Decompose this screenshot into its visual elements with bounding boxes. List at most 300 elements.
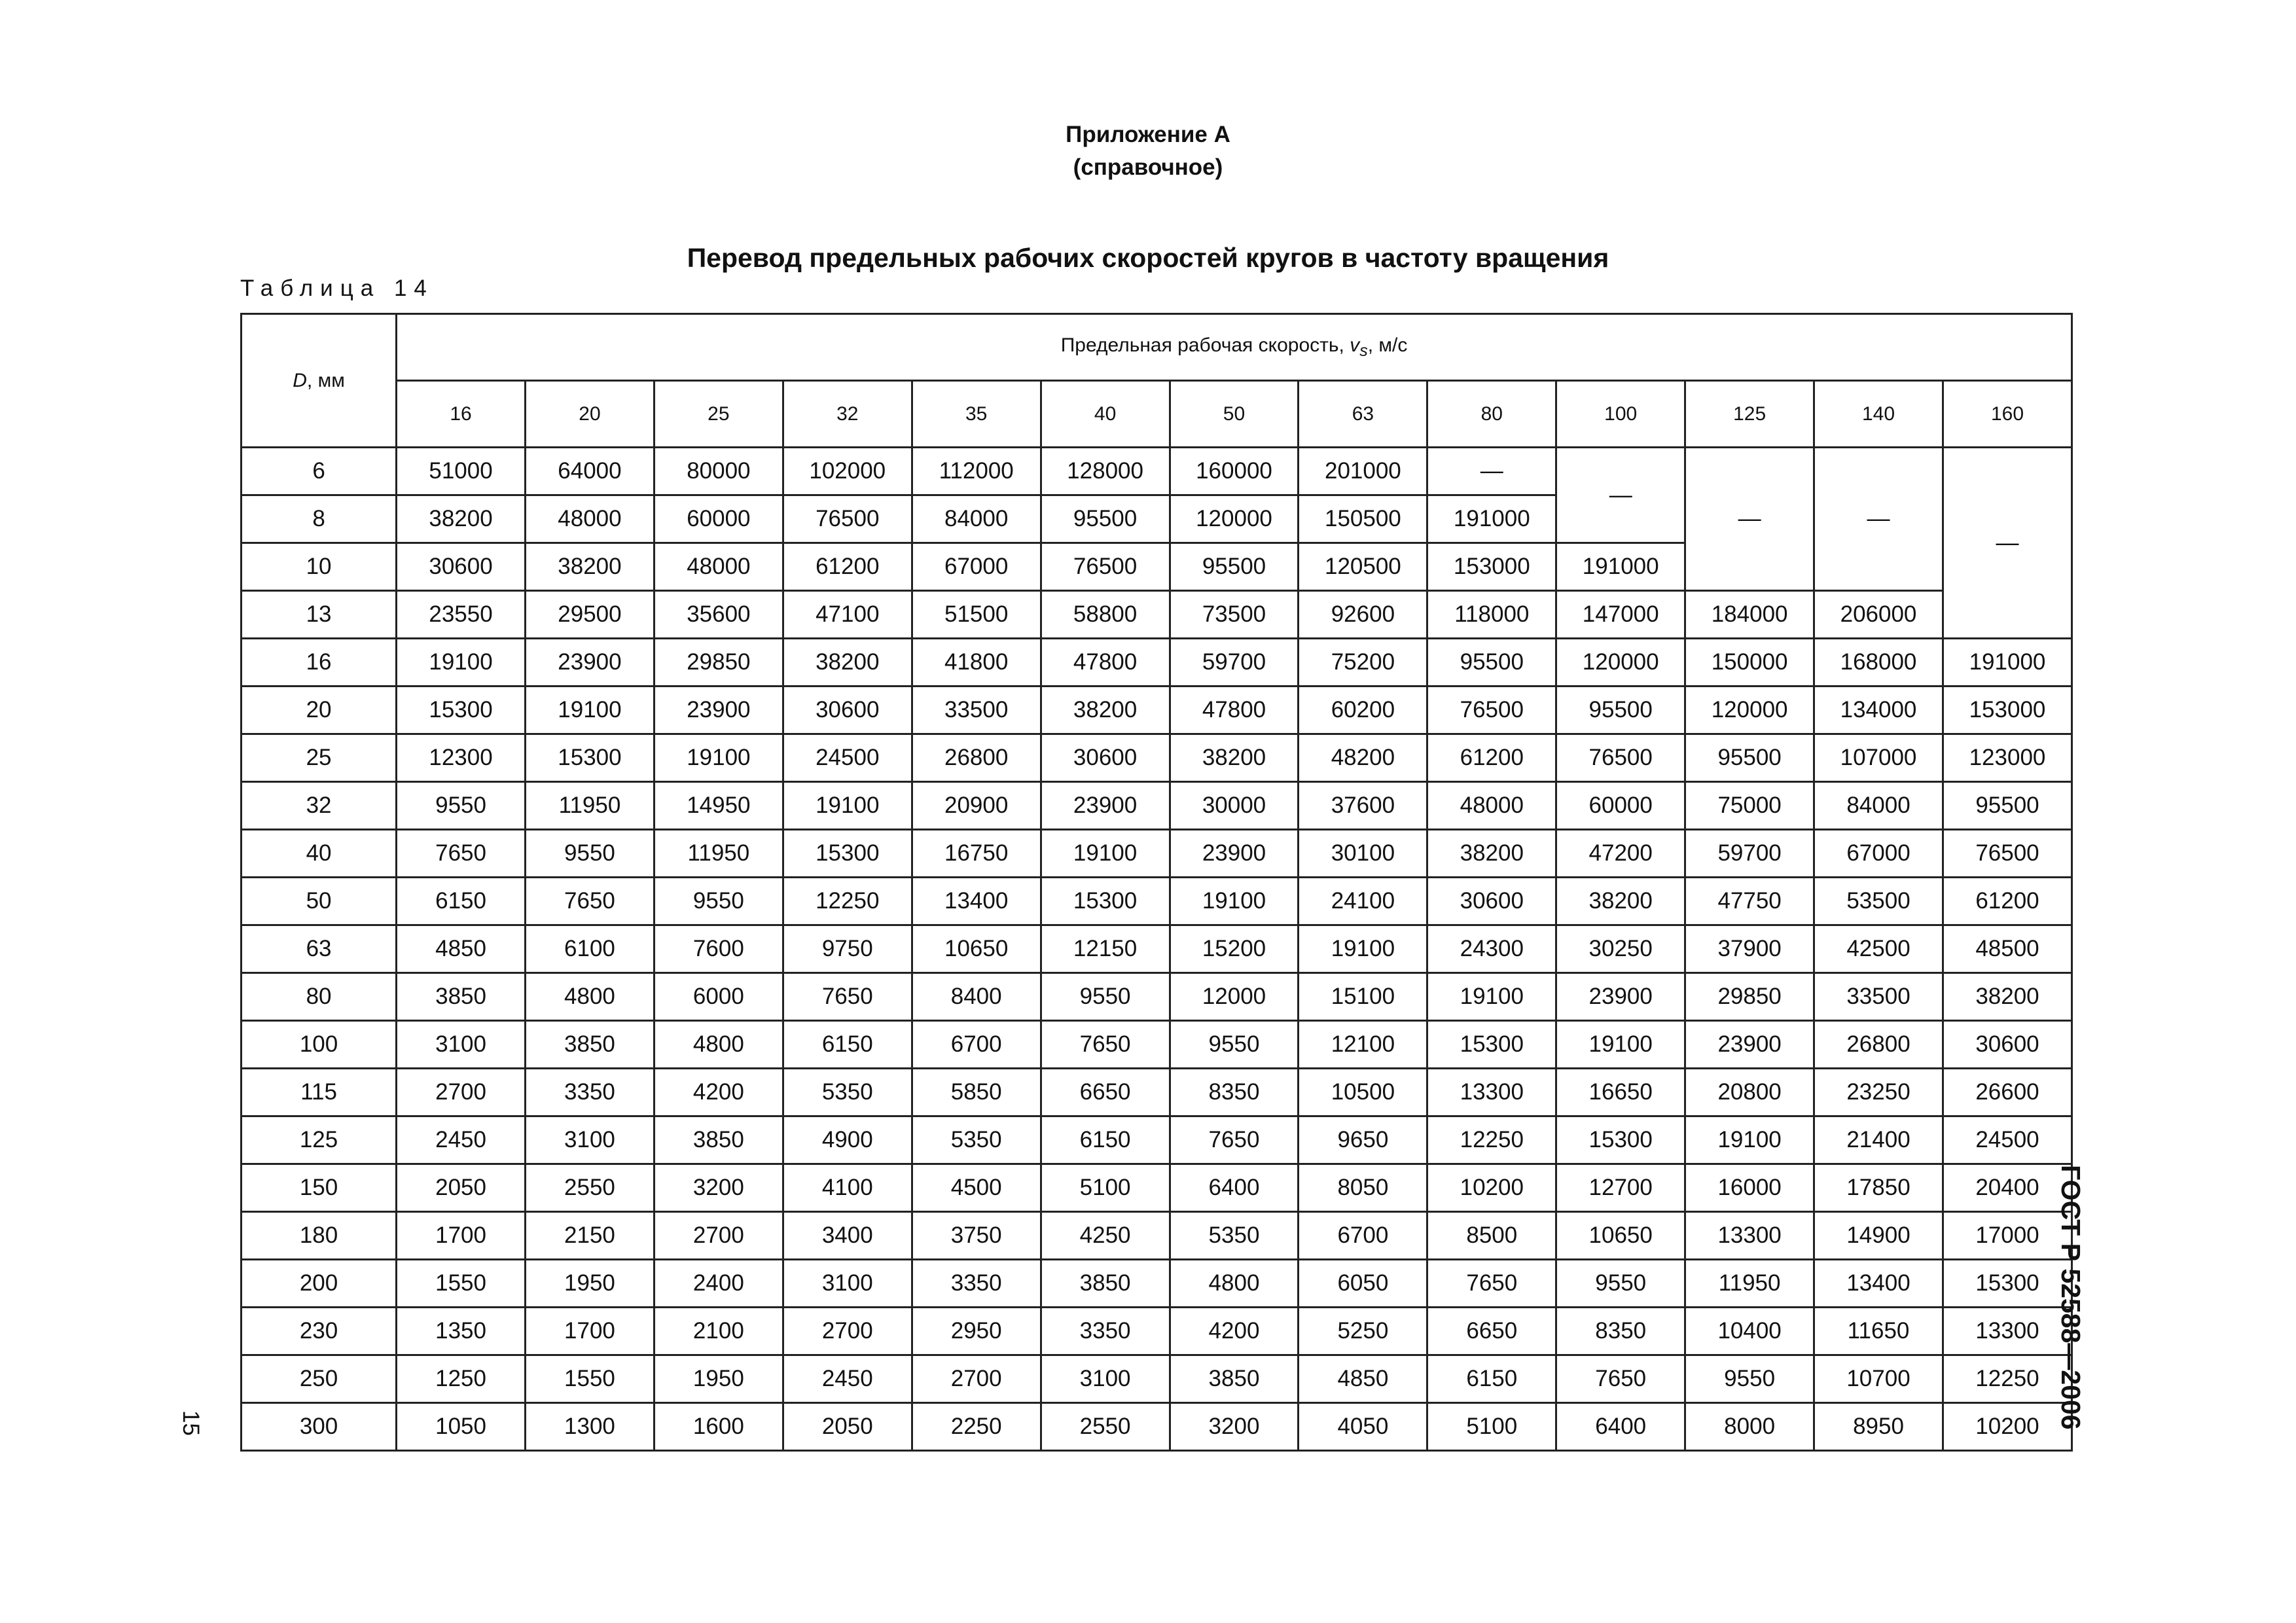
rpm-cell: 120000 xyxy=(1170,495,1299,543)
rpm-cell: 19100 xyxy=(397,639,526,687)
speed-header-cell: 20 xyxy=(526,381,655,448)
column-group-header: Предельная рабочая скорость, $v_s$, м/с xyxy=(397,314,2072,381)
rpm-cell: 1550 xyxy=(397,1260,526,1308)
rpm-cell: 7650 xyxy=(1556,1355,1685,1403)
rpm-cell: 206000 xyxy=(1814,591,1943,639)
rpm-cell: 60000 xyxy=(1556,782,1685,830)
rpm-cell: 6700 xyxy=(1299,1212,1427,1260)
rpm-cell: 95500 xyxy=(1041,495,1170,543)
rpm-cell: 92600 xyxy=(1299,591,1427,639)
rpm-cell: 19100 xyxy=(1299,925,1427,973)
rpm-cell: 2700 xyxy=(912,1355,1041,1403)
rpm-cell: 3200 xyxy=(654,1164,783,1212)
rpm-cell: 47100 xyxy=(783,591,912,639)
rpm-cell: 7600 xyxy=(654,925,783,973)
rpm-cell: 48000 xyxy=(1427,782,1556,830)
rpm-cell: 15300 xyxy=(1943,1260,2072,1308)
rpm-cell: 53500 xyxy=(1814,878,1943,925)
speed-header-cell: 16 xyxy=(397,381,526,448)
rpm-cell: 123000 xyxy=(1943,734,2072,782)
rpm-cell: 13300 xyxy=(1943,1308,2072,1355)
rpm-cell: 12250 xyxy=(783,878,912,925)
rpm-cell: 9650 xyxy=(1299,1116,1427,1164)
page-number: 15 xyxy=(178,1410,204,1436)
rpm-cell: 20900 xyxy=(912,782,1041,830)
rpm-cell: 59700 xyxy=(1170,639,1299,687)
rpm-cell: 13400 xyxy=(912,878,1041,925)
rpm-cell: 19100 xyxy=(1427,973,1556,1021)
rpm-cell: 6100 xyxy=(526,925,655,973)
rpm-cell: 12100 xyxy=(1299,1021,1427,1069)
rpm-cell: 51000 xyxy=(397,448,526,495)
rpm-cell: 191000 xyxy=(1556,543,1685,591)
rpm-cell: 2150 xyxy=(526,1212,655,1260)
rpm-cell: 4900 xyxy=(783,1116,912,1164)
rpm-cell: 19100 xyxy=(783,782,912,830)
diameter-cell: 13 xyxy=(242,591,397,639)
rpm-cell: 112000 xyxy=(912,448,1041,495)
rpm-cell: 1550 xyxy=(526,1355,655,1403)
rpm-cell: 30600 xyxy=(397,543,526,591)
rpm-cell: 3850 xyxy=(1041,1260,1170,1308)
rpm-cell: 9550 xyxy=(1685,1355,1814,1403)
rpm-cell: 3200 xyxy=(1170,1403,1299,1451)
rpm-cell: 11650 xyxy=(1814,1308,1943,1355)
rpm-cell: 153000 xyxy=(1943,687,2072,734)
rpm-cell: 60000 xyxy=(654,495,783,543)
table-header-row xyxy=(242,314,2072,381)
rpm-cell: 1950 xyxy=(526,1260,655,1308)
diameter-cell: 32 xyxy=(242,782,397,830)
rpm-cell: 4800 xyxy=(654,1021,783,1069)
rpm-cell: 47200 xyxy=(1556,830,1685,878)
annex-subtitle: (справочное) xyxy=(1073,154,1223,180)
rpm-cell: 6150 xyxy=(783,1021,912,1069)
rpm-cell: 47800 xyxy=(1170,687,1299,734)
rpm-cell: 19100 xyxy=(1041,830,1170,878)
rpm-cell: 3350 xyxy=(526,1069,655,1116)
rpm-cell: 12000 xyxy=(1170,973,1299,1021)
diameter-cell: 125 xyxy=(242,1116,397,1164)
rpm-cell: 2550 xyxy=(526,1164,655,1212)
rpm-cell: 38200 xyxy=(1170,734,1299,782)
table-row xyxy=(242,1212,2072,1260)
rpm-cell: 5350 xyxy=(1170,1212,1299,1260)
diameter-cell: 250 xyxy=(242,1355,397,1403)
speed-header-cell: 100 xyxy=(1556,381,1685,448)
rpm-cell: 3400 xyxy=(783,1212,912,1260)
rpm-cell: 38200 xyxy=(1943,973,2072,1021)
rpm-cell: 8350 xyxy=(1556,1308,1685,1355)
rpm-cell: 37600 xyxy=(1299,782,1427,830)
table-label: Таблица 14 xyxy=(240,276,434,301)
rpm-cell: 24300 xyxy=(1427,925,1556,973)
rpm-cell: 5250 xyxy=(1299,1308,1427,1355)
rpm-cell: 47800 xyxy=(1041,639,1170,687)
rpm-cell: 120000 xyxy=(1556,639,1685,687)
table-body xyxy=(242,448,2072,1451)
rpm-cell: 38200 xyxy=(1556,878,1685,925)
rpm-cell: 59700 xyxy=(1685,830,1814,878)
rpm-cell: 17850 xyxy=(1814,1164,1943,1212)
table-row xyxy=(242,878,2072,925)
rpm-cell: 41800 xyxy=(912,639,1041,687)
rpm-cell: 2400 xyxy=(654,1260,783,1308)
rpm-cell: 48200 xyxy=(1299,734,1427,782)
table-row xyxy=(242,1355,2072,1403)
rpm-cell: 15300 xyxy=(1556,1116,1685,1164)
table-row xyxy=(242,1260,2072,1308)
rpm-cell: 150500 xyxy=(1299,495,1427,543)
diameter-cell: 16 xyxy=(242,639,397,687)
rpm-cell: 29850 xyxy=(1685,973,1814,1021)
rpm-cell: 30600 xyxy=(1943,1021,2072,1069)
rpm-cell: 30250 xyxy=(1556,925,1685,973)
rpm-cell: 73500 xyxy=(1170,591,1299,639)
rpm-cell: 11950 xyxy=(526,782,655,830)
rpm-cell: 42500 xyxy=(1814,925,1943,973)
rpm-cell: 29500 xyxy=(526,591,655,639)
table-row xyxy=(242,830,2072,878)
rpm-cell: 3350 xyxy=(1041,1308,1170,1355)
table-row xyxy=(242,1308,2072,1355)
table-row xyxy=(242,687,2072,734)
rpm-cell: 3100 xyxy=(1041,1355,1170,1403)
rpm-cell: 2700 xyxy=(783,1308,912,1355)
rpm-cell: 16000 xyxy=(1685,1164,1814,1212)
rpm-cell: 120500 xyxy=(1299,543,1427,591)
rpm-cell: 1700 xyxy=(397,1212,526,1260)
rpm-cell: 15300 xyxy=(397,687,526,734)
rpm-cell: 4250 xyxy=(1041,1212,1170,1260)
rpm-cell: 8400 xyxy=(912,973,1041,1021)
rpm-cell: 7650 xyxy=(783,973,912,1021)
table-row xyxy=(242,1116,2072,1164)
diameter-cell: 300 xyxy=(242,1403,397,1451)
rpm-cell: 38200 xyxy=(783,639,912,687)
rpm-cell: 12250 xyxy=(1427,1116,1556,1164)
rpm-cell: 80000 xyxy=(654,448,783,495)
rpm-cell: 5100 xyxy=(1041,1164,1170,1212)
annex-title: Приложение А xyxy=(1066,122,1230,147)
rpm-cell: 21400 xyxy=(1814,1116,1943,1164)
speed-header-cell: 32 xyxy=(783,381,912,448)
rpm-cell: 60200 xyxy=(1299,687,1427,734)
table-row xyxy=(242,973,2072,1021)
rpm-cell: 64000 xyxy=(526,448,655,495)
rpm-cell: 84000 xyxy=(912,495,1041,543)
rpm-cell: 3750 xyxy=(912,1212,1041,1260)
diameter-cell: 115 xyxy=(242,1069,397,1116)
rpm-cell: 4800 xyxy=(1170,1260,1299,1308)
rpm-cell: 4100 xyxy=(783,1164,912,1212)
rpm-cell: 201000 xyxy=(1299,448,1427,495)
rpm-cell: 33500 xyxy=(912,687,1041,734)
rpm-cell: 51500 xyxy=(912,591,1041,639)
rpm-cell: 19100 xyxy=(1685,1116,1814,1164)
rpm-cell: 4200 xyxy=(1170,1308,1299,1355)
rpm-cell: 2050 xyxy=(783,1403,912,1451)
rpm-cell: 2700 xyxy=(654,1212,783,1260)
diameter-cell: 180 xyxy=(242,1212,397,1260)
diameter-cell: 80 xyxy=(242,973,397,1021)
rpm-cell: 5850 xyxy=(912,1069,1041,1116)
rpm-cell: — xyxy=(1685,448,1814,591)
rpm-cell: 38200 xyxy=(1427,830,1556,878)
rpm-cell: 23250 xyxy=(1814,1069,1943,1116)
rpm-cell: 2250 xyxy=(912,1403,1041,1451)
rpm-cell: 19100 xyxy=(654,734,783,782)
rpm-cell: 23550 xyxy=(397,591,526,639)
rpm-cell: 160000 xyxy=(1170,448,1299,495)
rpm-cell: 150000 xyxy=(1685,639,1814,687)
rpm-cell: 95500 xyxy=(1943,782,2072,830)
rpm-cell: 191000 xyxy=(1427,495,1556,543)
rpm-cell: 134000 xyxy=(1814,687,1943,734)
rpm-cell: 24100 xyxy=(1299,878,1427,925)
rpm-cell: 3100 xyxy=(783,1260,912,1308)
speed-header-cell: 40 xyxy=(1041,381,1170,448)
table-row xyxy=(242,639,2072,687)
diameter-cell: 63 xyxy=(242,925,397,973)
rpm-cell: 102000 xyxy=(783,448,912,495)
rpm-cell: 8000 xyxy=(1685,1403,1814,1451)
rpm-cell: 7650 xyxy=(526,878,655,925)
rpm-cell: 33500 xyxy=(1814,973,1943,1021)
rpm-cell: 10500 xyxy=(1299,1069,1427,1116)
rpm-cell: 15200 xyxy=(1170,925,1299,973)
diameter-cell: 20 xyxy=(242,687,397,734)
rpm-cell: 24500 xyxy=(1943,1116,2072,1164)
rpm-cell: 13300 xyxy=(1685,1212,1814,1260)
table-row xyxy=(242,734,2072,782)
rpm-cell: 47750 xyxy=(1685,878,1814,925)
rpm-cell: 7650 xyxy=(1427,1260,1556,1308)
rpm-cell: 30600 xyxy=(783,687,912,734)
rpm-cell: 12300 xyxy=(397,734,526,782)
rpm-cell: 95500 xyxy=(1556,687,1685,734)
rpm-cell: 5100 xyxy=(1427,1403,1556,1451)
rpm-cell: 23900 xyxy=(526,639,655,687)
speed-header-cell: 140 xyxy=(1814,381,1943,448)
rpm-cell: 6650 xyxy=(1041,1069,1170,1116)
rpm-cell: 38200 xyxy=(1041,687,1170,734)
rpm-cell: 2050 xyxy=(397,1164,526,1212)
rpm-cell: 24500 xyxy=(783,734,912,782)
rpm-cell: 6000 xyxy=(654,973,783,1021)
rpm-cell: 7650 xyxy=(1041,1021,1170,1069)
rpm-cell: 48000 xyxy=(526,495,655,543)
rpm-cell: 4850 xyxy=(397,925,526,973)
rpm-cell: 11950 xyxy=(1685,1260,1814,1308)
rpm-cell: 13300 xyxy=(1427,1069,1556,1116)
rpm-cell: 84000 xyxy=(1814,782,1943,830)
speed-header-cell: 63 xyxy=(1299,381,1427,448)
rpm-cell: 3850 xyxy=(1170,1355,1299,1403)
rpm-cell: 6150 xyxy=(1427,1355,1556,1403)
diameter-cell: 40 xyxy=(242,830,397,878)
rpm-cell: 128000 xyxy=(1041,448,1170,495)
diameter-cell: 10 xyxy=(242,543,397,591)
rpm-cell: 95500 xyxy=(1685,734,1814,782)
rpm-cell: 2450 xyxy=(397,1116,526,1164)
rpm-cell: 30000 xyxy=(1170,782,1299,830)
rpm-cell: 168000 xyxy=(1814,639,1943,687)
rpm-cell: — xyxy=(1814,448,1943,591)
rpm-cell: 75000 xyxy=(1685,782,1814,830)
rpm-cell: 48000 xyxy=(654,543,783,591)
speed-table xyxy=(240,313,2073,1452)
rpm-cell: 1050 xyxy=(397,1403,526,1451)
rpm-cell: 15100 xyxy=(1299,973,1427,1021)
rpm-cell: 23900 xyxy=(1170,830,1299,878)
rpm-cell: 38200 xyxy=(526,543,655,591)
speed-header-cell: 160 xyxy=(1943,381,2072,448)
rpm-cell: 1600 xyxy=(654,1403,783,1451)
rpm-cell: 10650 xyxy=(912,925,1041,973)
rpm-cell: 15300 xyxy=(783,830,912,878)
table-row xyxy=(242,1069,2072,1116)
rpm-cell: 10650 xyxy=(1556,1212,1685,1260)
rpm-cell: 1250 xyxy=(397,1355,526,1403)
rpm-cell: 9550 xyxy=(397,782,526,830)
speed-header-cell: 80 xyxy=(1427,381,1556,448)
rpm-cell: 10200 xyxy=(1427,1164,1556,1212)
table-row xyxy=(242,782,2072,830)
diameter-cell: 150 xyxy=(242,1164,397,1212)
table-row xyxy=(242,1164,2072,1212)
rpm-cell: 26800 xyxy=(1814,1021,1943,1069)
rpm-cell: 10700 xyxy=(1814,1355,1943,1403)
rpm-cell: 6150 xyxy=(397,878,526,925)
rpm-cell: 61200 xyxy=(1427,734,1556,782)
rpm-cell: 19100 xyxy=(1170,878,1299,925)
rpm-cell: 184000 xyxy=(1685,591,1814,639)
rpm-cell: 9750 xyxy=(783,925,912,973)
rpm-cell: 2450 xyxy=(783,1355,912,1403)
rpm-cell: 30600 xyxy=(1041,734,1170,782)
rpm-cell: 23900 xyxy=(654,687,783,734)
rpm-cell: 14950 xyxy=(654,782,783,830)
rpm-cell: 20800 xyxy=(1685,1069,1814,1116)
rpm-cell: 23900 xyxy=(1041,782,1170,830)
rpm-cell: 7650 xyxy=(1170,1116,1299,1164)
rpm-cell: 30600 xyxy=(1427,878,1556,925)
rpm-cell: 2550 xyxy=(1041,1403,1170,1451)
speed-header-row xyxy=(242,381,2072,448)
diameter-cell: 50 xyxy=(242,878,397,925)
rpm-cell: 12700 xyxy=(1556,1164,1685,1212)
rpm-cell: 11950 xyxy=(654,830,783,878)
rpm-cell: 4050 xyxy=(1299,1403,1427,1451)
rpm-cell: 3850 xyxy=(654,1116,783,1164)
rpm-cell: 118000 xyxy=(1427,591,1556,639)
rpm-cell: 5350 xyxy=(912,1116,1041,1164)
rpm-cell: 120000 xyxy=(1685,687,1814,734)
rpm-cell: 58800 xyxy=(1041,591,1170,639)
rpm-cell: 19100 xyxy=(526,687,655,734)
rpm-cell: 76500 xyxy=(783,495,912,543)
rpm-cell: 7650 xyxy=(397,830,526,878)
table-row xyxy=(242,1021,2072,1069)
rpm-cell: 61200 xyxy=(783,543,912,591)
table-row xyxy=(242,448,2072,495)
rpm-cell: 9550 xyxy=(1170,1021,1299,1069)
rpm-cell: 4800 xyxy=(526,973,655,1021)
rpm-cell: 20400 xyxy=(1943,1164,2072,1212)
rpm-cell: 1350 xyxy=(397,1308,526,1355)
rpm-cell: 76500 xyxy=(1556,734,1685,782)
rpm-cell: 17000 xyxy=(1943,1212,2072,1260)
table-row xyxy=(242,591,2072,639)
rpm-cell: 38200 xyxy=(397,495,526,543)
speed-header-cell: 25 xyxy=(654,381,783,448)
rpm-cell: 76500 xyxy=(1041,543,1170,591)
rpm-cell: — xyxy=(1943,448,2072,639)
rpm-cell: 147000 xyxy=(1556,591,1685,639)
rpm-cell: 15300 xyxy=(526,734,655,782)
rpm-cell: 2100 xyxy=(654,1308,783,1355)
rpm-cell: 9550 xyxy=(1041,973,1170,1021)
rpm-cell: 3100 xyxy=(397,1021,526,1069)
table-heading: Перевод предельных рабочих скоростей кругов в частоту вращения xyxy=(687,243,1609,273)
diameter-cell: 100 xyxy=(242,1021,397,1069)
rpm-cell: 10400 xyxy=(1685,1308,1814,1355)
rpm-cell: 9550 xyxy=(526,830,655,878)
rpm-cell: 76500 xyxy=(1427,687,1556,734)
rpm-cell: 6650 xyxy=(1427,1308,1556,1355)
rpm-cell: 1950 xyxy=(654,1355,783,1403)
rpm-cell: 6150 xyxy=(1041,1116,1170,1164)
rpm-cell: 10200 xyxy=(1943,1403,2072,1451)
rpm-cell: 5350 xyxy=(783,1069,912,1116)
rpm-cell: 29850 xyxy=(654,639,783,687)
rpm-cell: 26600 xyxy=(1943,1069,2072,1116)
rpm-cell: 35600 xyxy=(654,591,783,639)
rpm-cell: 48500 xyxy=(1943,925,2072,973)
rpm-cell: 4850 xyxy=(1299,1355,1427,1403)
rpm-cell: 1300 xyxy=(526,1403,655,1451)
rpm-cell: 4200 xyxy=(654,1069,783,1116)
rpm-cell: 95500 xyxy=(1427,639,1556,687)
rpm-cell: 9550 xyxy=(654,878,783,925)
rpm-cell: 12250 xyxy=(1943,1355,2072,1403)
rpm-cell: 8350 xyxy=(1170,1069,1299,1116)
rpm-cell: 153000 xyxy=(1427,543,1556,591)
diameter-cell: 200 xyxy=(242,1260,397,1308)
table-row xyxy=(242,925,2072,973)
rpm-cell: 8050 xyxy=(1299,1164,1427,1212)
document-code: ГОСТ Р 52588—2006 xyxy=(2056,1165,2086,1430)
rpm-cell: 191000 xyxy=(1943,639,2072,687)
rpm-cell: 19100 xyxy=(1556,1021,1685,1069)
rpm-cell: 2700 xyxy=(397,1069,526,1116)
rpm-cell: 2950 xyxy=(912,1308,1041,1355)
rpm-cell: 76500 xyxy=(1943,830,2072,878)
rpm-cell: 16650 xyxy=(1556,1069,1685,1116)
speed-header-cell: 125 xyxy=(1685,381,1814,448)
speed-header-cell: 35 xyxy=(912,381,1041,448)
row-header-diameter: D, мм xyxy=(242,314,397,448)
rpm-cell: 107000 xyxy=(1814,734,1943,782)
rpm-cell: 67000 xyxy=(1814,830,1943,878)
rpm-cell: 9550 xyxy=(1556,1260,1685,1308)
rpm-cell: 6050 xyxy=(1299,1260,1427,1308)
rpm-cell: 75200 xyxy=(1299,639,1427,687)
rpm-cell: 6400 xyxy=(1170,1164,1299,1212)
rpm-cell: 3350 xyxy=(912,1260,1041,1308)
rpm-cell: 6400 xyxy=(1556,1403,1685,1451)
